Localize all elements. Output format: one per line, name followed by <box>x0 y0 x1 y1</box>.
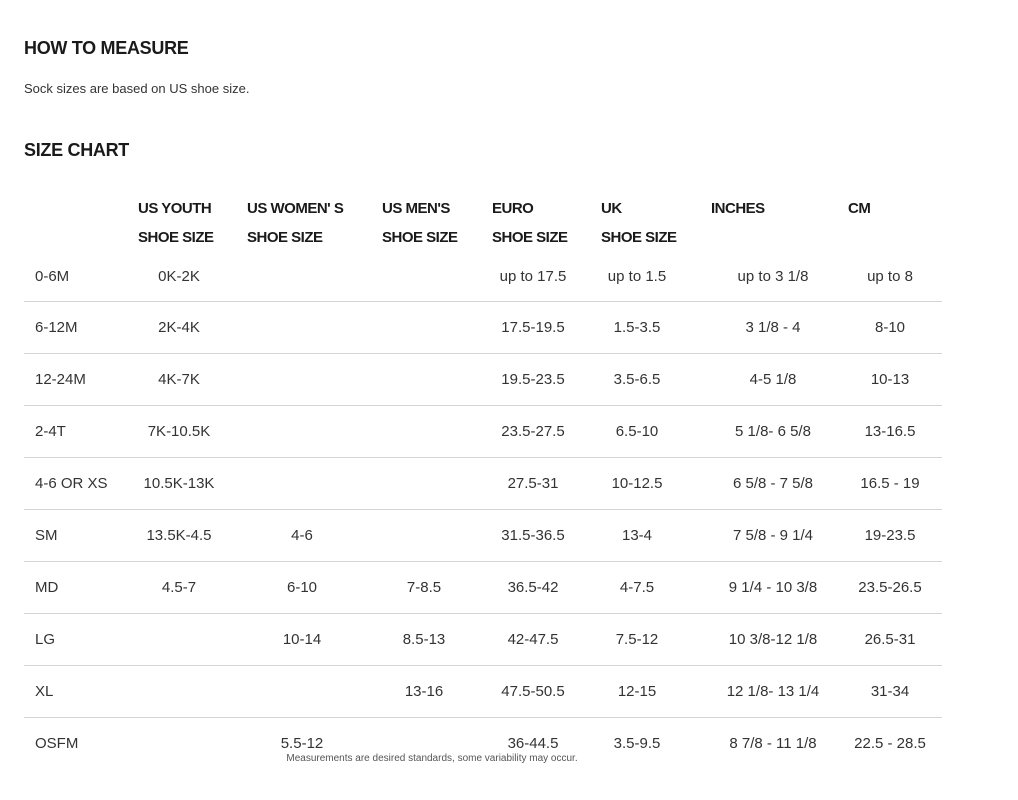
euro-cell: 27.5-31 <box>507 475 559 492</box>
euro-cell: 47.5-50.5 <box>501 683 565 700</box>
us-women-cell: 10-14 <box>282 631 322 648</box>
inches-cell: 9 1/4 - 10 3/8 <box>728 579 818 596</box>
column-header-line: SHOE SIZE <box>247 229 323 246</box>
table-row <box>24 666 942 718</box>
size-label-cell: OSFM <box>35 734 79 752</box>
cm-cell: 8-10 <box>874 319 906 336</box>
column-header-line: EURO <box>492 200 534 217</box>
size-label-cell: 6-12M <box>35 319 78 336</box>
cm-cell: 26.5-31 <box>864 631 916 648</box>
size-label-cell: LG <box>35 631 56 648</box>
us-men-cell <box>382 406 466 457</box>
inches-cell: 8 7/8 - 11 1/8 <box>729 734 817 752</box>
size-label-cell: 2-4T <box>35 423 66 440</box>
column-header-line: SHOE SIZE <box>382 229 458 246</box>
column-header-line: US MEN'S <box>382 200 450 217</box>
size-label-cell: XL <box>35 683 54 700</box>
uk-cell: 10-12.5 <box>611 475 663 492</box>
table-row <box>24 406 942 458</box>
column-header-euro <box>492 194 568 252</box>
size-label-cell: MD <box>35 579 59 596</box>
cm-cell: up to 8 <box>867 268 913 285</box>
table-row <box>24 614 942 666</box>
inches-cell: 5 1/8- 6 5/8 <box>735 423 811 440</box>
cm-cell: 31-34 <box>870 683 910 700</box>
column-header-line: UK <box>601 200 622 217</box>
us-youth-cell: 7K-10.5K <box>147 423 211 440</box>
us-women-cell: 5.5-12 <box>280 734 324 752</box>
column-header-uk <box>601 194 677 252</box>
euro-cell: 17.5-19.5 <box>501 319 565 336</box>
cm-cell: 22.5 - 28.5 <box>854 734 926 752</box>
us-men-cell <box>382 252 466 301</box>
size-label-cell: 0-6M <box>35 268 70 285</box>
inches-cell: 12 1/8- 13 1/4 <box>726 683 820 700</box>
inches-cell: 3 1/8 - 4 <box>745 319 801 336</box>
euro-cell: 42-47.5 <box>507 631 559 648</box>
us-men-cell: 7-8.5 <box>406 579 442 596</box>
size-label-cell: 12-24M <box>35 371 86 388</box>
cm-cell: 16.5 - 19 <box>860 475 920 492</box>
us-women-cell <box>254 458 350 509</box>
column-header-inches <box>711 194 765 223</box>
us-women-cell <box>254 666 350 717</box>
size-chart-table <box>24 186 942 768</box>
euro-cell: 36.5-42 <box>507 579 559 596</box>
inches-cell: 6 5/8 - 7 5/8 <box>732 475 814 492</box>
uk-cell: 3.5-9.5 <box>613 734 661 752</box>
us-women-cell <box>254 302 350 353</box>
inches-cell: up to 3 1/8 <box>737 268 809 285</box>
euro-cell: 36-44.5 <box>507 734 559 752</box>
how-to-measure-heading: HOW TO MEASURE <box>24 38 189 58</box>
uk-cell: 3.5-6.5 <box>613 371 661 388</box>
uk-cell: 13-4 <box>621 527 653 544</box>
table-row <box>24 458 942 510</box>
table-row <box>24 562 942 614</box>
us-men-cell: 8.5-13 <box>402 631 446 648</box>
us-women-cell <box>254 252 350 301</box>
uk-cell: 12-15 <box>617 683 657 700</box>
us-women-cell: 4-6 <box>291 527 313 544</box>
uk-cell: 7.5-12 <box>615 631 659 648</box>
us-women-cell <box>254 354 350 405</box>
cm-cell: 23.5-26.5 <box>858 579 922 596</box>
column-header-line: SHOE SIZE <box>601 229 677 246</box>
column-header-us-men <box>382 194 458 252</box>
column-header-us-youth <box>138 194 214 252</box>
size-chart-heading: SIZE CHART <box>24 140 130 160</box>
column-header-line: SHOE SIZE <box>138 229 214 246</box>
size-label-cell: 4-6 OR XS <box>35 475 108 492</box>
how-to-measure-text: Sock sizes are based on US shoe size. <box>24 81 250 96</box>
column-header-line: INCHES <box>711 200 765 217</box>
column-header-line: US YOUTH <box>138 200 212 217</box>
table-row <box>24 510 942 562</box>
us-youth-cell: 10.5K-13K <box>143 475 215 492</box>
column-header-line: SHOE SIZE <box>492 229 568 246</box>
cm-cell: 13-16.5 <box>864 423 916 440</box>
us-youth-cell: 0K-2K <box>158 268 200 285</box>
size-chart-footnote: Measurements are desired standards, some variability may occur. <box>286 753 578 764</box>
euro-cell: 23.5-27.5 <box>501 423 565 440</box>
euro-cell: 31.5-36.5 <box>501 527 565 544</box>
us-women-cell: 6-10 <box>286 579 318 596</box>
column-header-line: CM <box>848 200 871 217</box>
uk-cell: 6.5-10 <box>615 423 659 440</box>
us-women-cell <box>254 406 350 457</box>
inches-cell: 4-5 1/8 <box>749 371 797 388</box>
euro-cell: up to 17.5 <box>499 268 567 285</box>
us-men-cell <box>382 510 466 561</box>
uk-cell: 1.5-3.5 <box>613 319 661 336</box>
cm-cell: 10-13 <box>870 371 910 388</box>
uk-cell: up to 1.5 <box>607 268 667 285</box>
inches-cell: 10 3/8-12 1/8 <box>728 631 818 648</box>
us-youth-cell: 13.5K-4.5 <box>146 527 212 544</box>
table-row <box>24 354 942 406</box>
table-row <box>24 302 942 354</box>
us-men-cell: 13-16 <box>404 683 444 700</box>
us-youth-cell <box>134 614 224 665</box>
column-header-cm <box>848 194 870 223</box>
us-youth-cell: 4.5-7 <box>161 579 197 596</box>
column-header-line: US WOMEN' S <box>247 200 344 217</box>
us-men-cell <box>382 458 466 509</box>
us-youth-cell <box>134 666 224 717</box>
cm-cell: 19-23.5 <box>864 527 916 544</box>
table-row <box>24 252 942 302</box>
us-men-cell <box>382 302 466 353</box>
size-label-cell: SM <box>35 527 58 544</box>
uk-cell: 4-7.5 <box>619 579 655 596</box>
column-header-us-women <box>247 194 343 252</box>
us-youth-cell: 2K-4K <box>158 319 200 336</box>
us-youth-cell: 4K-7K <box>158 371 200 388</box>
euro-cell: 19.5-23.5 <box>501 371 565 388</box>
size-chart-header-row <box>24 186 942 252</box>
us-men-cell <box>382 354 466 405</box>
inches-cell: 7 5/8 - 9 1/4 <box>732 527 814 544</box>
